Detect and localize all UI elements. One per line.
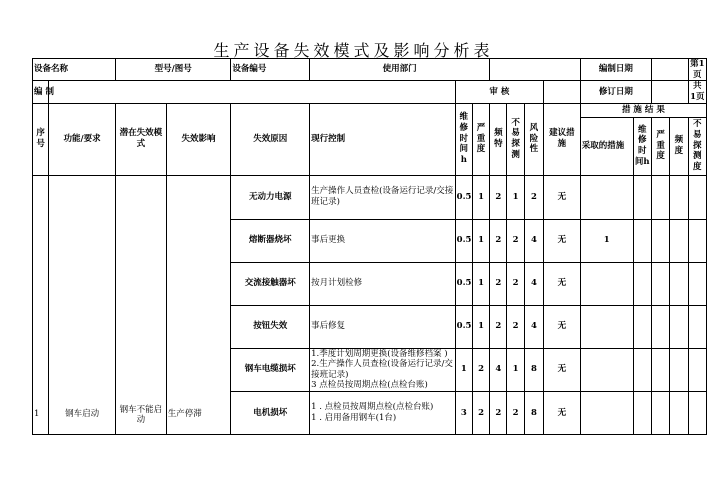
measure-cell <box>580 348 633 392</box>
measure-cell <box>580 305 633 348</box>
effect-header: 失效影响 <box>166 103 231 175</box>
severity-header: 严重度 <box>472 103 489 175</box>
frequency-cell: 2 <box>490 392 507 435</box>
risk-cell: 4 <box>524 262 543 305</box>
detect-cell: 1 <box>507 175 524 219</box>
result-cell <box>688 175 706 219</box>
result-cell <box>688 262 706 305</box>
r-severity-header: 严重度 <box>651 117 669 175</box>
frequency-cell: 4 <box>490 348 507 392</box>
risk-cell: 4 <box>524 305 543 348</box>
result-cell <box>651 392 669 435</box>
page-label: 第1页 <box>690 59 705 80</box>
fmea-table <box>32 58 707 435</box>
cause-header: 失效原因 <box>231 103 310 175</box>
dept-label: 使用部门 <box>310 59 490 81</box>
severity-cell: 1 <box>472 175 489 219</box>
data-rows <box>33 175 707 435</box>
result-cell <box>670 305 688 348</box>
detect-cell: 2 <box>507 219 524 262</box>
compiler-value <box>49 81 456 103</box>
revise-date-value <box>651 81 688 103</box>
frequency-header: 频特 <box>490 103 507 175</box>
measure-cell <box>580 175 633 219</box>
cause-cell: 无动力电源 <box>231 175 310 219</box>
risk-header: 风险性 <box>524 103 543 175</box>
review-label: 审 核 <box>455 81 543 103</box>
result-cell <box>670 175 688 219</box>
frequency-cell: 2 <box>490 262 507 305</box>
control-cell: 1 . 点检员按周期点检(点检台账) 1 . 启用备用钢车(1台) <box>310 392 456 435</box>
result-cell <box>633 262 651 305</box>
severity-cell: 2 <box>472 392 489 435</box>
result-cell <box>633 305 651 348</box>
risk-cell: 2 <box>524 175 543 219</box>
measure-cell <box>580 392 633 435</box>
severity-cell: 1 <box>472 262 489 305</box>
total-pages-label: 共 1页 <box>690 81 705 102</box>
result-cell <box>651 348 669 392</box>
result-cell <box>633 392 651 435</box>
control-cell: 1.季度计划周期更换(设备维修档案 ) 2.生产操作人员查检(设备运行记录/交接班记录) 3 点检员按周期点检(点检台账) <box>310 348 456 392</box>
severity-cell: 2 <box>472 348 489 392</box>
result-cell <box>633 219 651 262</box>
suggest-cell: 无 <box>544 348 581 392</box>
result-cell <box>688 348 706 392</box>
seq-cell: 1 <box>33 175 49 435</box>
cause-cell: 交流接触器坏 <box>231 262 310 305</box>
suggest-cell: 无 <box>544 219 581 262</box>
cause-cell: 电机损坏 <box>231 392 310 435</box>
detect-header: 不易探测 <box>507 103 524 175</box>
risk-cell: 8 <box>524 392 543 435</box>
compiler-label: 编 制 <box>33 81 49 103</box>
result-cell <box>670 392 688 435</box>
revise-date-label: 修订日期 <box>580 81 651 103</box>
result-cell <box>651 219 669 262</box>
dept-value <box>490 59 581 81</box>
maint-time-cell: 0.5 <box>455 175 472 219</box>
result-cell <box>688 305 706 348</box>
seq-header: 序号 <box>33 103 49 175</box>
maint-time-cell: 0.5 <box>455 305 472 348</box>
result-cell <box>651 305 669 348</box>
suggest-cell: 无 <box>544 175 581 219</box>
result-cell <box>651 175 669 219</box>
result-cell <box>688 392 706 435</box>
cause-cell: 熔断器烧坏 <box>231 219 310 262</box>
compile-date-value <box>651 59 688 81</box>
detect-cell: 2 <box>507 392 524 435</box>
control-header: 现行控制 <box>310 103 456 175</box>
measure-taken-header: 采取的措施 <box>580 117 633 175</box>
frequency-cell: 2 <box>490 219 507 262</box>
suggest-cell: 无 <box>544 305 581 348</box>
risk-cell: 4 <box>524 219 543 262</box>
result-group-header: 措 施 结 果 <box>580 103 706 117</box>
result-cell <box>688 219 706 262</box>
suggest-cell: 无 <box>544 262 581 305</box>
result-cell <box>633 348 651 392</box>
control-cell: 生产操作人员查检(设备运行记录/交接班记录) <box>310 175 456 219</box>
r-frequency-header: 频度 <box>670 117 688 175</box>
result-cell <box>670 219 688 262</box>
result-cell <box>670 262 688 305</box>
cause-cell: 按钮失效 <box>231 305 310 348</box>
control-cell: 按月计划检修 <box>310 262 456 305</box>
result-cell <box>651 262 669 305</box>
maint-time-header: 维修时间h <box>455 103 472 175</box>
equip-no-label: 设备编号 <box>231 59 310 81</box>
severity-cell: 1 <box>472 305 489 348</box>
control-cell: 事后更换 <box>310 219 456 262</box>
maint-time-cell: 0.5 <box>455 219 472 262</box>
risk-cell: 8 <box>524 348 543 392</box>
maint-time-cell: 1 <box>455 348 472 392</box>
maint-time-cell: 3 <box>455 392 472 435</box>
r-maint-time-header: 维修时间h <box>633 117 651 175</box>
frequency-cell: 2 <box>490 305 507 348</box>
measure-cell: 1 <box>580 219 633 262</box>
table-row <box>33 175 707 219</box>
function-header: 功能/要求 <box>49 103 116 175</box>
result-cell <box>670 348 688 392</box>
potential-failure-cell: 钢车不能启动 <box>116 175 167 435</box>
potential-failure-header: 潜在失效模式 <box>116 103 167 175</box>
detect-cell: 1 <box>507 348 524 392</box>
cause-cell: 钢车电缆损坏 <box>231 348 310 392</box>
suggest-cell: 无 <box>544 392 581 435</box>
suggest-header: 建议措施 <box>544 103 581 175</box>
model-label: 型号/图号 <box>116 59 231 81</box>
r-detect-header: 不易探测度 <box>688 117 706 175</box>
frequency-cell: 2 <box>490 175 507 219</box>
result-cell <box>633 175 651 219</box>
compile-date-label: 编制日期 <box>580 59 651 81</box>
equip-name-label: 设备名称 <box>33 59 116 81</box>
severity-cell: 1 <box>472 219 489 262</box>
page-title: 生产设备失效模式及影响分析表 <box>213 41 494 60</box>
measure-cell <box>580 262 633 305</box>
maint-time-cell: 0.5 <box>455 262 472 305</box>
effect-cell: 生产停滞 <box>166 175 231 435</box>
control-cell: 事后修复 <box>310 305 456 348</box>
detect-cell: 2 <box>507 262 524 305</box>
review-value <box>544 81 581 103</box>
detect-cell: 2 <box>507 305 524 348</box>
function-cell: 钢车启动 <box>49 175 116 435</box>
